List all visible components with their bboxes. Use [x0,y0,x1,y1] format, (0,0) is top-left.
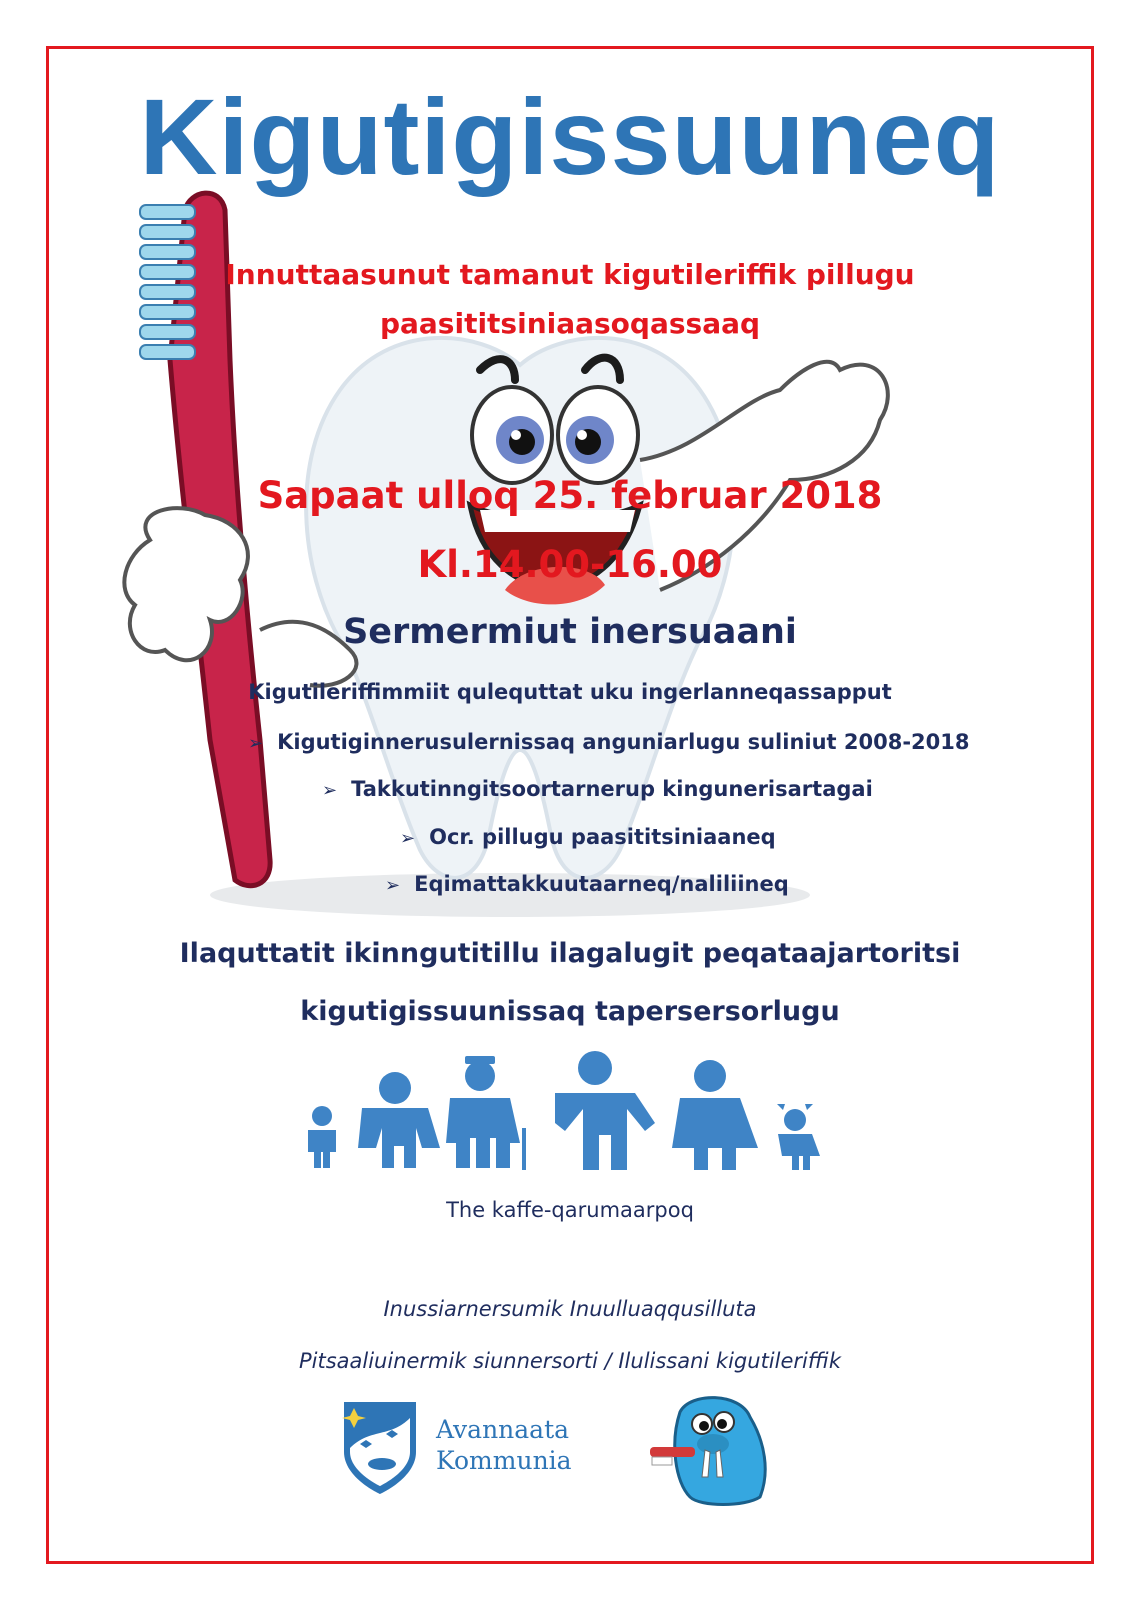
arrow-bullet-icon: ➢ [322,780,338,801]
bullet-text: Kigutiginnerusulernissaq anguniarlugu suliniut 2008-2018 [277,730,970,754]
event-description: Kigutileriffimmiit qulequttat uku ingerlanneqassapput [248,680,892,704]
subtitle-line-2: paasititsiniaasoqassaaq [379,307,761,340]
municipality-name-line-1: Avannaata [436,1415,570,1444]
bullet-text: Eqimattakkuutaarneq/naliliineq [414,872,789,896]
bullet-item [322,777,873,801]
event-date: Sapaat ulloq 25. februar 2018 [257,474,883,517]
bullet-text: Takkutinngitsoortarnerup kingunerisartagai [351,777,873,801]
municipality-name-line-2: Kommunia [436,1446,572,1476]
bullet-item [385,872,789,896]
event-venue: Sermermiut inersuaani [343,612,797,652]
organizer-line-2: Pitsaaliuinermik siunnersorti / Ilulissani kigutileriffik [298,1349,842,1373]
municipality-name [436,1414,572,1477]
arrow-bullet-icon: ➢ [248,733,264,754]
municipality-crest-icon [340,1398,420,1498]
bullet-item [248,730,970,754]
arrow-bullet-icon: ➢ [385,875,401,896]
bullet-item [400,825,776,849]
walrus-mascot-icon [650,1392,775,1507]
coffee-note: The kaffe-qarumaarpoq [446,1198,694,1222]
invitation-line-2: kigutigissuunissaq tapersersorlugu [300,996,840,1027]
poster-title: Kigutigissuuneq [139,76,1001,197]
organizer-line-1: Inussiarnersumik Inuulluaqqusilluta [383,1297,757,1321]
arrow-bullet-icon: ➢ [400,828,416,849]
invitation-line-1: Ilaquttatit ikinngutitillu ilagalugit peqataajartoritsi [179,938,961,969]
family-icon [300,1048,840,1170]
subtitle-line-1: Innuttaasunut tamanut kigutileriffik pillugu [225,258,915,291]
bullet-text: Ocr. pillugu paasititsiniaaneq [429,825,776,849]
event-time: Kl.14.00-16.00 [417,543,723,586]
